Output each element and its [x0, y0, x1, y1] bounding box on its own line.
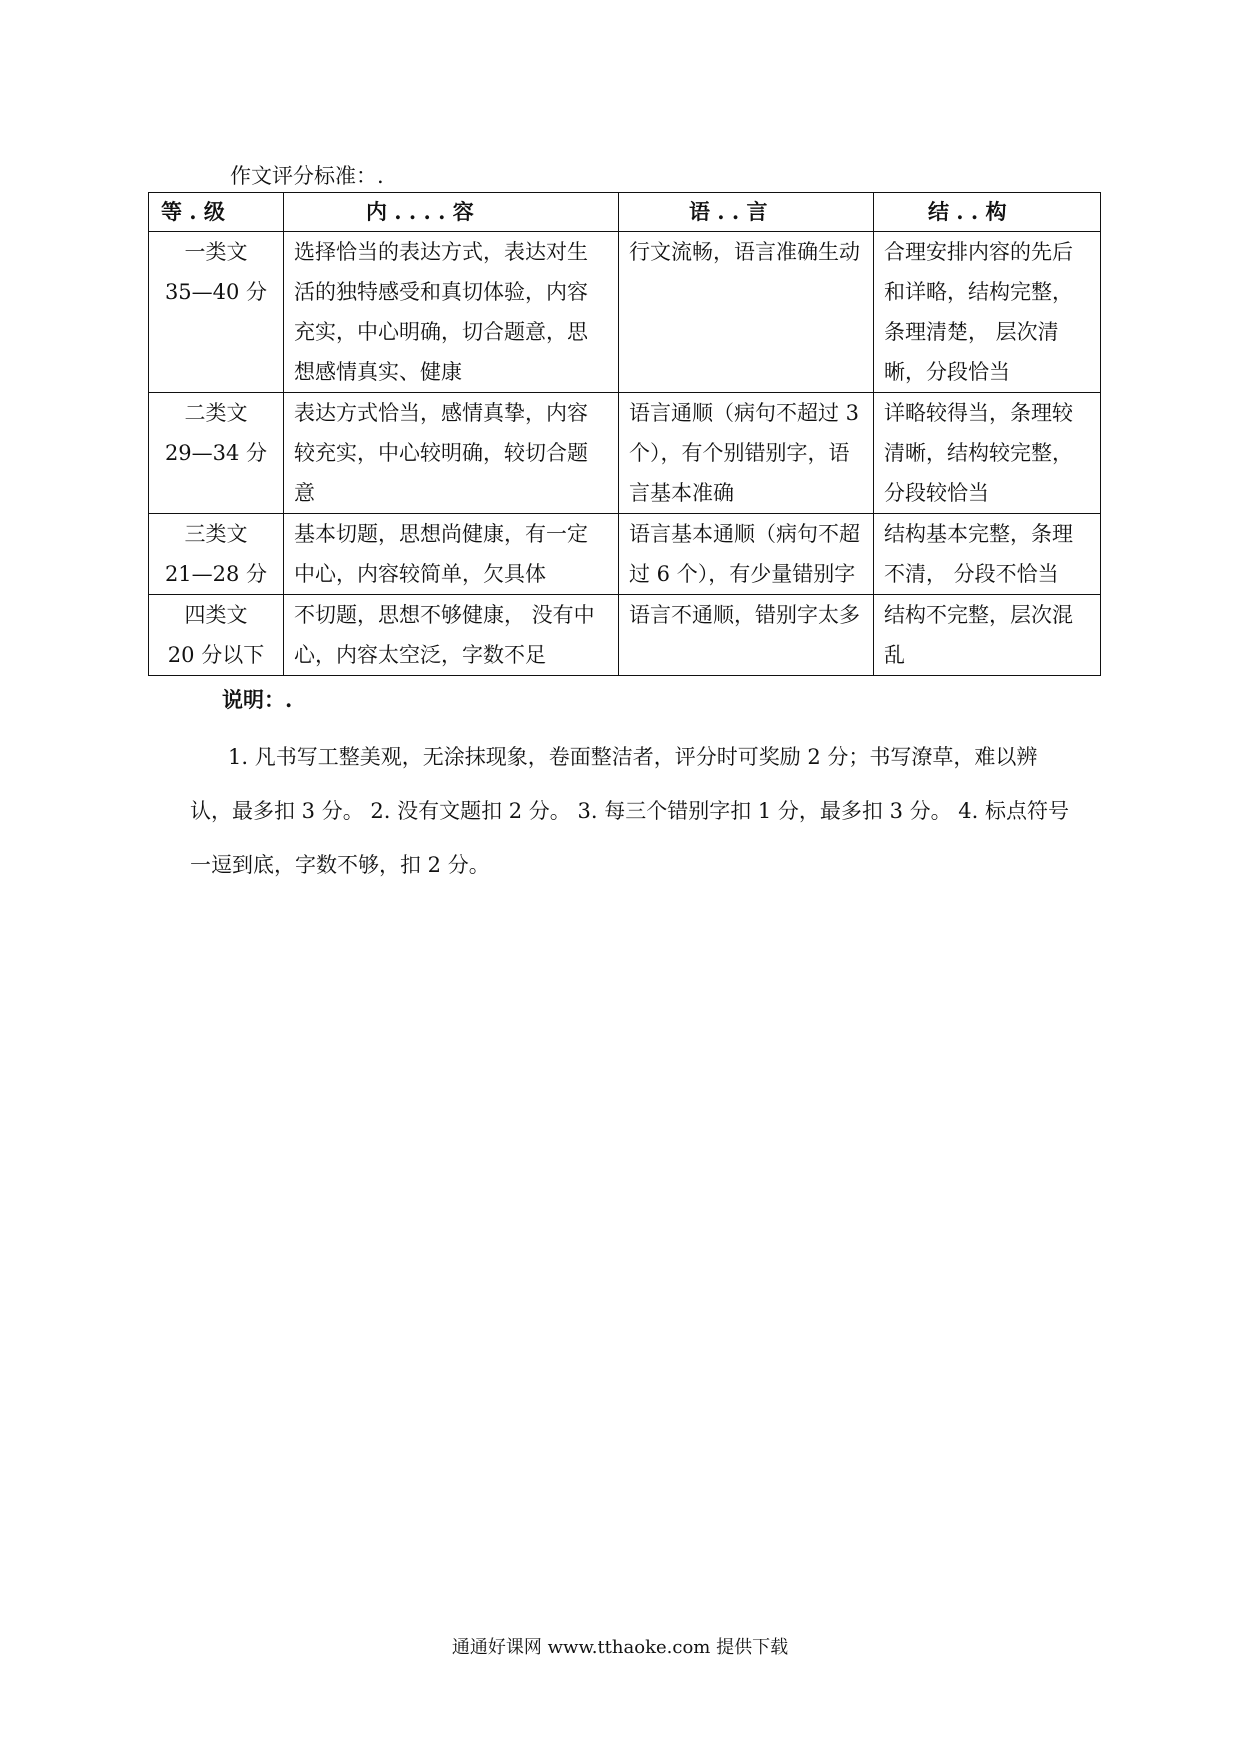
grade-score: 21—28 分 [164, 562, 268, 586]
table-row [149, 514, 1101, 595]
footer-text: 通通好课网 www.tthaoke.com 提供下载 [451, 1637, 789, 1658]
content-cell: 选择恰当的表达方式，表达对生活的独特感受和真切体验，内容充实，中心明确，切合题意，思想感情真实、健康 [284, 232, 619, 393]
header-content: 内 . . . . 容 [284, 193, 619, 232]
content-cell: 基本切题，思想尚健康，有一定中心，内容较简单，欠具体 [284, 514, 619, 595]
header-grade: 等 . 级 [149, 193, 284, 232]
grade-score: 29—34 分 [164, 441, 268, 465]
structure-cell: 结构不完整，层次混乱 [874, 595, 1101, 676]
content-cell: 表达方式恰当，感情真挚，内容较充实，中心较明确，较切合题意 [284, 393, 619, 514]
grade-cell [149, 393, 284, 514]
notes-body: 1. 凡书写工整美观，无涂抹现象，卷面整洁者，评分时可奖励 2 分；书写潦草，难以辨认，最多扣 3 分。 2. 没有文题扣 2 分。 3. 每三个错别字扣 1 分，最多扣 3 分。 4. 标点符号一逗到底，字数不够，扣 2 分。 [190, 745, 1070, 877]
page-title: 作文评分标准：. [230, 164, 384, 188]
language-cell: 语言基本通顺（病句不超过 6 个），有少量错别字 [619, 514, 874, 595]
grade-cell [149, 232, 284, 393]
table-row [149, 232, 1101, 393]
table-header-row [149, 193, 1101, 232]
language-cell: 语言不通顺，错别字太多 [619, 595, 874, 676]
table-row [149, 393, 1101, 514]
grade-cell [149, 514, 284, 595]
structure-cell: 合理安排内容的先后和详略，结构完整，条理清楚， 层次清晰，分段恰当 [874, 232, 1101, 393]
structure-cell: 结构基本完整，条理不清， 分段不恰当 [874, 514, 1101, 595]
header-structure: 结 . . 构 [874, 193, 1101, 232]
grade-label: 三类文 [184, 522, 248, 546]
grade-label: 一类文 [184, 240, 248, 264]
grade-score: 20 分以下 [167, 643, 265, 667]
grade-label: 四类文 [184, 603, 248, 627]
grade-cell [149, 595, 284, 676]
language-cell: 行文流畅，语言准确生动 [619, 232, 874, 393]
notes-title: 说明：. [222, 687, 293, 712]
header-language: 语 . . 言 [619, 193, 874, 232]
scoring-table [148, 192, 1101, 676]
structure-cell: 详略较得当，条理较清晰，结构较完整，分段较恰当 [874, 393, 1101, 514]
grade-label: 二类文 [184, 401, 248, 425]
language-cell: 语言通顺（病句不超过 3 个），有个别错别字，语言基本准确 [619, 393, 874, 514]
content-cell: 不切题，思想不够健康， 没有中心，内容太空泛，字数不足 [284, 595, 619, 676]
table-row [149, 595, 1101, 676]
grade-score: 35—40 分 [164, 280, 268, 304]
